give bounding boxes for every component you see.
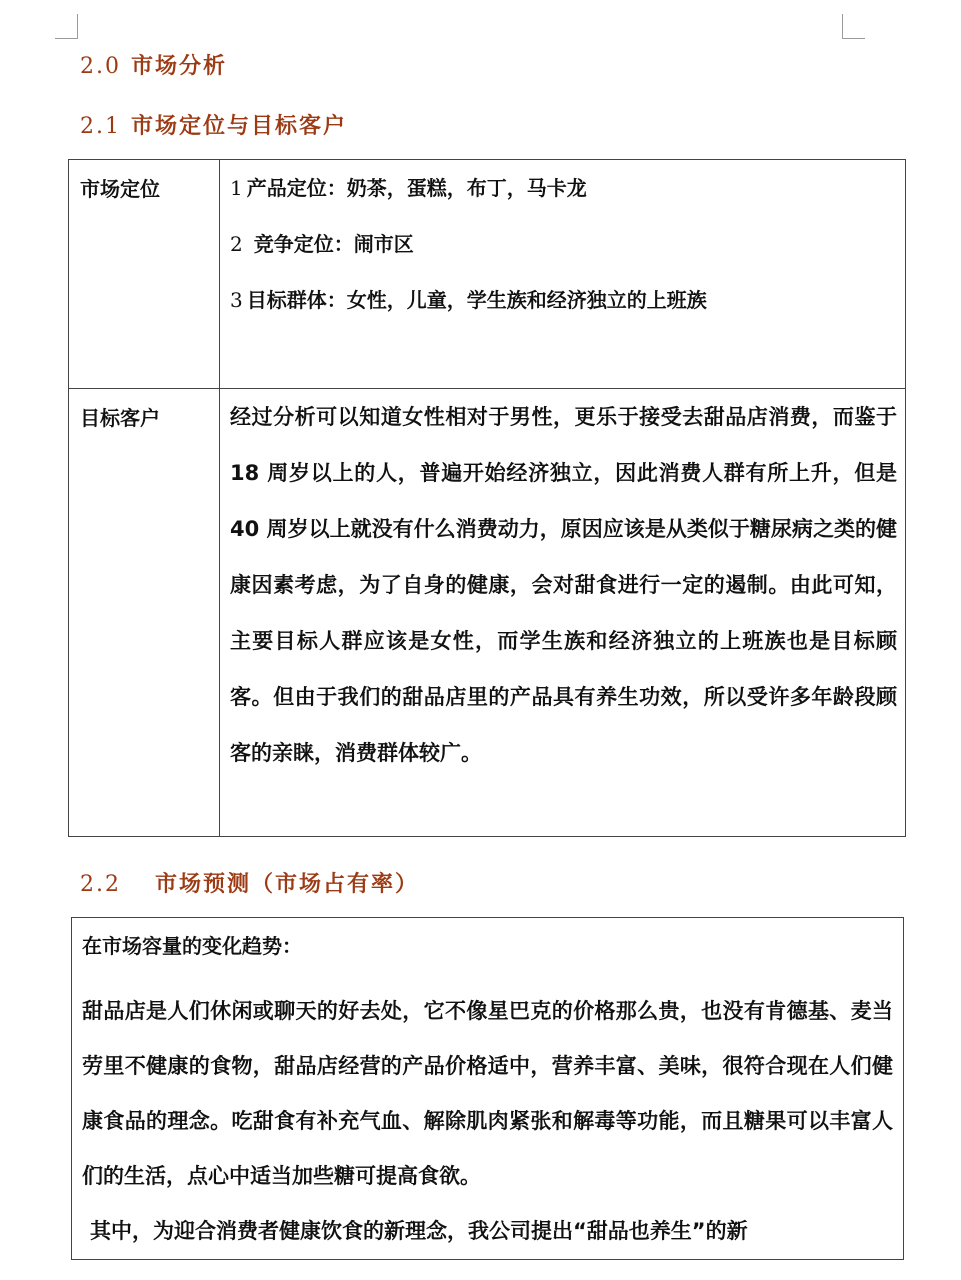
row-label-target-customer: 目标客户 (69, 389, 220, 837)
table-row-market-position (69, 160, 906, 389)
forecast-heading: 在市场容量的变化趋势： (82, 934, 302, 958)
market-forecast-table (71, 917, 904, 1260)
heading-title: 市场预测（市场占有率） (155, 872, 420, 897)
heading-2-1 (80, 112, 347, 142)
item-text: 目标群体：女性，儿童，学生族和经济独立的上班族 (246, 288, 707, 312)
item-number: 3 (230, 288, 243, 312)
table-row (72, 918, 904, 1260)
heading-title: 市场分析 (131, 54, 228, 79)
crop-mark-left (55, 14, 78, 39)
item-number: 1 (230, 176, 243, 200)
heading-number: 2.0 (80, 54, 121, 79)
target-customer-text: 经过分析可以知道女性相对于男性，更乐于接受去甜品店消费，而鉴于 18 周岁以上的人，普遍开始经济独立，因此消费人群有所上升，但是 40 周岁以上就没有什么消费动力，原因应该是从类似于糖尿病之类的健康因素考虑，为了自身的健康，会对甜食进行一定的遏制。由此可知，主要目标人群应该是女性，而学生族和经济独立的上班族也是目标顾客。但由于我们的甜品店里的产品具有养生功效，所以受许多年龄段顾客的亲睐，消费群体较广。 (230, 405, 897, 765)
list-item (230, 160, 897, 216)
target-customer-content (220, 389, 906, 837)
heading-number: 2.1 (80, 114, 121, 139)
list-item (230, 272, 897, 328)
table-row-target-customer (69, 389, 906, 837)
item-text: 产品定位：奶茶，蛋糕，布丁，马卡龙 (246, 176, 587, 200)
market-position-content (220, 160, 906, 389)
market-forecast-content (72, 918, 904, 1260)
item-number: 2 (230, 232, 243, 256)
list-item (230, 216, 897, 272)
market-positioning-table (68, 159, 906, 837)
crop-mark-right (842, 14, 865, 39)
forecast-paragraph-2: 其中，为迎合消费者健康饮食的新理念，我公司提出“甜品也养生”的新 (90, 1219, 748, 1243)
heading-title: 市场定位与目标客户 (131, 114, 348, 139)
heading-number: 2.2 (80, 872, 121, 897)
forecast-paragraph-1: 甜品店是人们休闲或聊天的好去处，它不像星巴克的价格那么贵，也没有肯德基、麦当劳里不健康的食物，甜品店经营的产品价格适中，营养丰富、美味，很符合现在人们健康食品的理念。吃甜食有补充气血、解除肌肉紧张和解毒等功能，而且糖果可以丰富人们的生活，点心中适当加些糖可提高食欲。 (82, 999, 893, 1188)
heading-2-2 (80, 870, 419, 900)
heading-2-0 (80, 52, 227, 82)
item-text: 竞争定位：闹市区 (246, 232, 414, 256)
row-label-market-position: 市场定位 (69, 160, 220, 389)
